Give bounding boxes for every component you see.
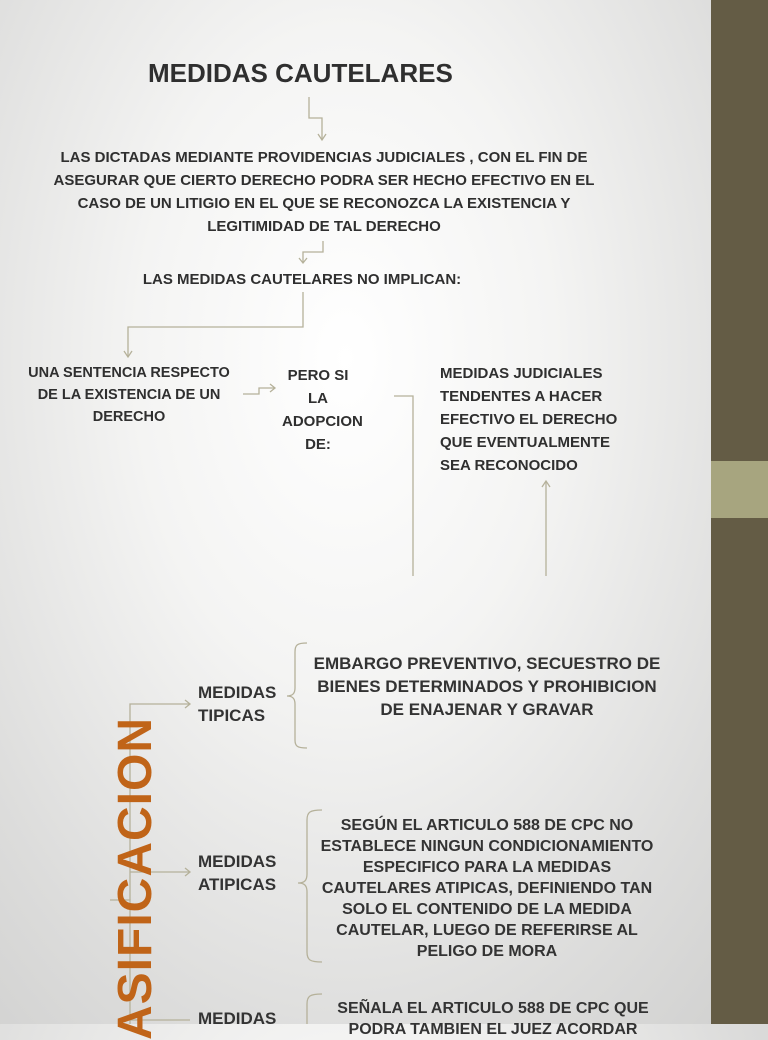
tipicas-description: EMBARGO PREVENTIVO, SECUESTRO DE BIENES DETERMINADOS Y PROHIBICION DE ENAJENAR Y GRAVAR: [313, 654, 661, 719]
connector-noimplican-sentencia: [128, 292, 303, 357]
connector-title-definition: [309, 97, 322, 140]
page-title: MEDIDAS CAUTELARES: [148, 58, 453, 88]
third-label: MEDIDAS: [198, 1009, 277, 1028]
tipicas-label: MEDIDAS TIPICAS: [198, 683, 277, 725]
vertical-classification-label: ASIFICACION: [109, 717, 162, 1040]
connector-perosi-down: [394, 396, 413, 576]
connector-sentencia-perosi: [243, 388, 275, 394]
atipicas-description: SEGÚN EL ARTICULO 588 DE CPC NO ESTABLECE NINGUN CONDICIONAMIENTO ESPECIFICO PARA LA MEDIDAS CAUTELARES ATIPICAS, DEFINIENDO TAN SOLO EL CONTENIDO DE LA MEDIDA CAUTELAR, LUEGO DE REFERIRSE AL PELIGO DE MORA: [320, 817, 654, 960]
atipicas-label: MEDIDAS ATIPICAS: [198, 852, 277, 894]
definition-text: LAS DICTADAS MEDIANTE PROVIDENCIAS JUDICIALES , CON EL FIN DE ASEGURAR QUE CIERTO DERECHO PODRA SER HECHO EFECTIVO EN EL CASO DE UN LITIGIO EN EL QUE SE RECONOZCA LA EXISTENCIA Y LEGITIMIDAD DE TAL DERECHO: [53, 149, 595, 235]
sentencia-text: UNA SENTENCIA RESPECTO DE LA EXISTENCIA DE UN DERECHO: [28, 365, 230, 425]
third-description: SEÑALA EL ARTICULO 588 DE CPC QUE PODRA TAMBIEN EL JUEZ ACORDAR: [337, 1000, 649, 1038]
no-implican-text: LAS MEDIDAS CAUTELARES NO IMPLICAN:: [142, 271, 462, 288]
medidas-judiciales-text: MEDIDAS JUDICIALES TENDENTES A HACER EFECTIVO EL DERECHO QUE EVENTUALMENTE SEA RECONOCIDO: [440, 365, 618, 474]
pero-si-text: PERO SI LA ADOPCION DE:: [282, 367, 363, 453]
